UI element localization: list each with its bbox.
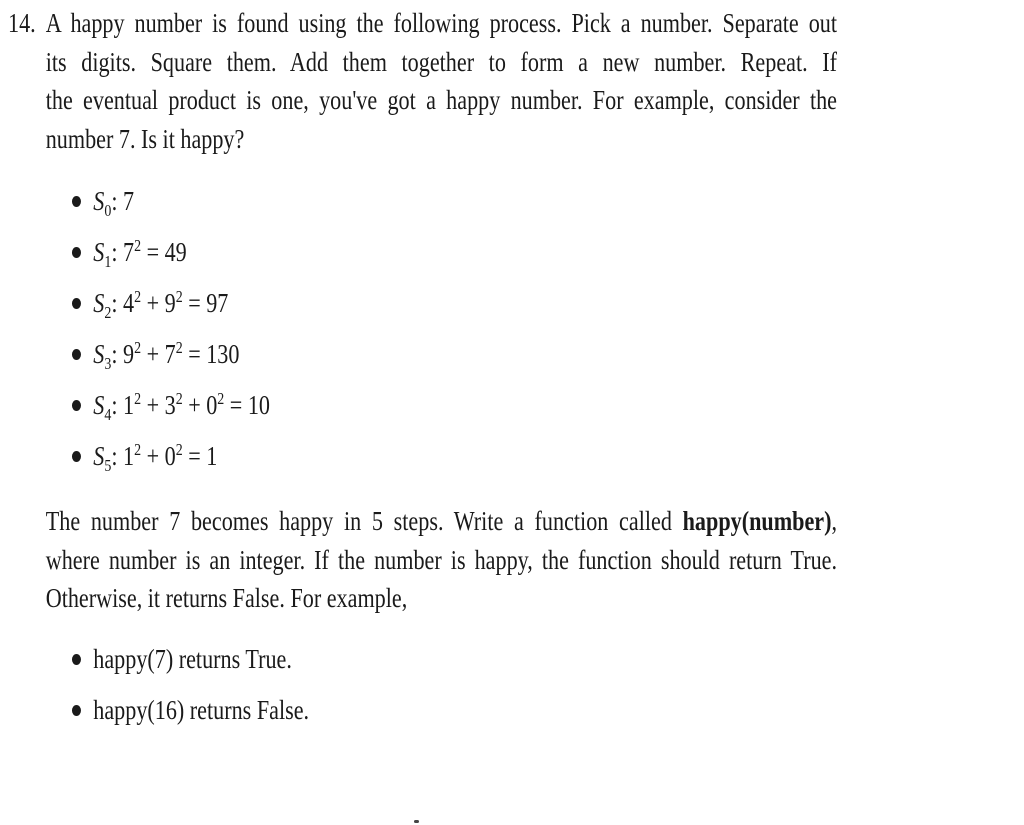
term-exponent: 2 (217, 389, 225, 408)
step-item: $S_2$: $4^2 + 9^2 = 97$ (46, 284, 853, 335)
term-exponent: 2 (134, 287, 142, 306)
term-base: 7 (123, 237, 135, 267)
step-result: = 97 (188, 288, 229, 318)
description-line: where number is an integer. If the number is happy, the function should return True. (45, 544, 838, 575)
intro-line: number 7. Is it happy? (45, 123, 245, 154)
bullet-icon (72, 298, 81, 309)
problem-body (46, 4, 853, 742)
description-text: The number 7 becomes happy in 5 steps. Write a function called (45, 506, 672, 536)
step-index: 1 (104, 252, 112, 271)
description-line: Otherwise, it returns False. For example, (45, 583, 408, 613)
term-exponent: 2 (134, 236, 142, 255)
example-text: happy(7) returns True. (93, 643, 292, 674)
bullet-icon (72, 349, 81, 360)
step-result: = 10 (229, 390, 270, 420)
term-exponent: 2 (175, 338, 183, 357)
term-base: 0 (164, 441, 176, 471)
term-exponent: 2 (134, 338, 142, 357)
function-signature: happy(number) (682, 506, 832, 536)
term-exponent: 2 (175, 389, 183, 408)
term-base: 3 (164, 390, 176, 420)
step-index: 4 (104, 405, 112, 424)
punctuation: , (831, 506, 838, 536)
step-index: 3 (104, 354, 112, 373)
step-index: 0 (104, 201, 112, 220)
step-item: $S_1$: $7^2 = 49$ (46, 233, 853, 284)
bullet-icon (72, 247, 81, 258)
term-base: 1 (123, 390, 135, 420)
bullet-icon (72, 451, 81, 462)
bullet-icon (72, 654, 81, 665)
problem-14 (8, 4, 853, 742)
step-result: = 49 (146, 237, 187, 267)
example-text: happy(16) returns False. (93, 694, 310, 725)
step-symbol: S (93, 441, 105, 471)
description-line (46, 502, 837, 541)
intro-line: A happy number is found using the following process. Pick a number. Separate out (45, 8, 838, 38)
step-item: $S_4$: $1^2 + 3^2 + 0^2 = 10$ (46, 386, 853, 437)
step-item: $S_3$: $9^2 + 7^2 = 130$ (46, 335, 853, 386)
examples-list (46, 640, 853, 742)
term-base: 9 (123, 339, 135, 369)
problem-number: 14. (8, 8, 36, 38)
step-symbol: S (93, 237, 105, 267)
step-symbol: S (93, 339, 105, 369)
page-mark (414, 820, 419, 823)
example-item (46, 691, 853, 742)
step-index: 2 (104, 303, 112, 322)
intro-line: the eventual product is one, you've got a happy number. For example, consider the (45, 85, 838, 115)
term-base: 0 (206, 390, 218, 420)
step-symbol: S (93, 288, 105, 318)
step-index: 5 (104, 456, 112, 475)
term-base: 9 (164, 288, 176, 318)
example-item (46, 640, 853, 691)
description-paragraph (46, 502, 837, 618)
bullet-icon (72, 196, 81, 207)
step-result: = 1 (188, 441, 218, 471)
term-exponent: 2 (175, 440, 183, 459)
term-base: 1 (123, 441, 135, 471)
step-expression: : 7 (111, 186, 135, 216)
intro-paragraph (46, 4, 837, 158)
term-base: 7 (164, 339, 176, 369)
steps-list (46, 182, 853, 488)
step-item (46, 182, 853, 233)
intro-line: its digits. Square them. Add them together to form a new number. Repeat. If (45, 46, 838, 77)
step-result: = 130 (188, 339, 240, 369)
step-item: $S_5$: $1^2 + 0^2 = 1$ (46, 437, 853, 488)
bullet-icon (72, 705, 81, 716)
step-symbol: S (93, 390, 105, 420)
term-exponent: 2 (134, 440, 142, 459)
step-symbol: S (93, 186, 105, 216)
term-base: 4 (123, 288, 135, 318)
bullet-icon (72, 400, 81, 411)
term-exponent: 2 (134, 389, 142, 408)
term-exponent: 2 (175, 287, 183, 306)
